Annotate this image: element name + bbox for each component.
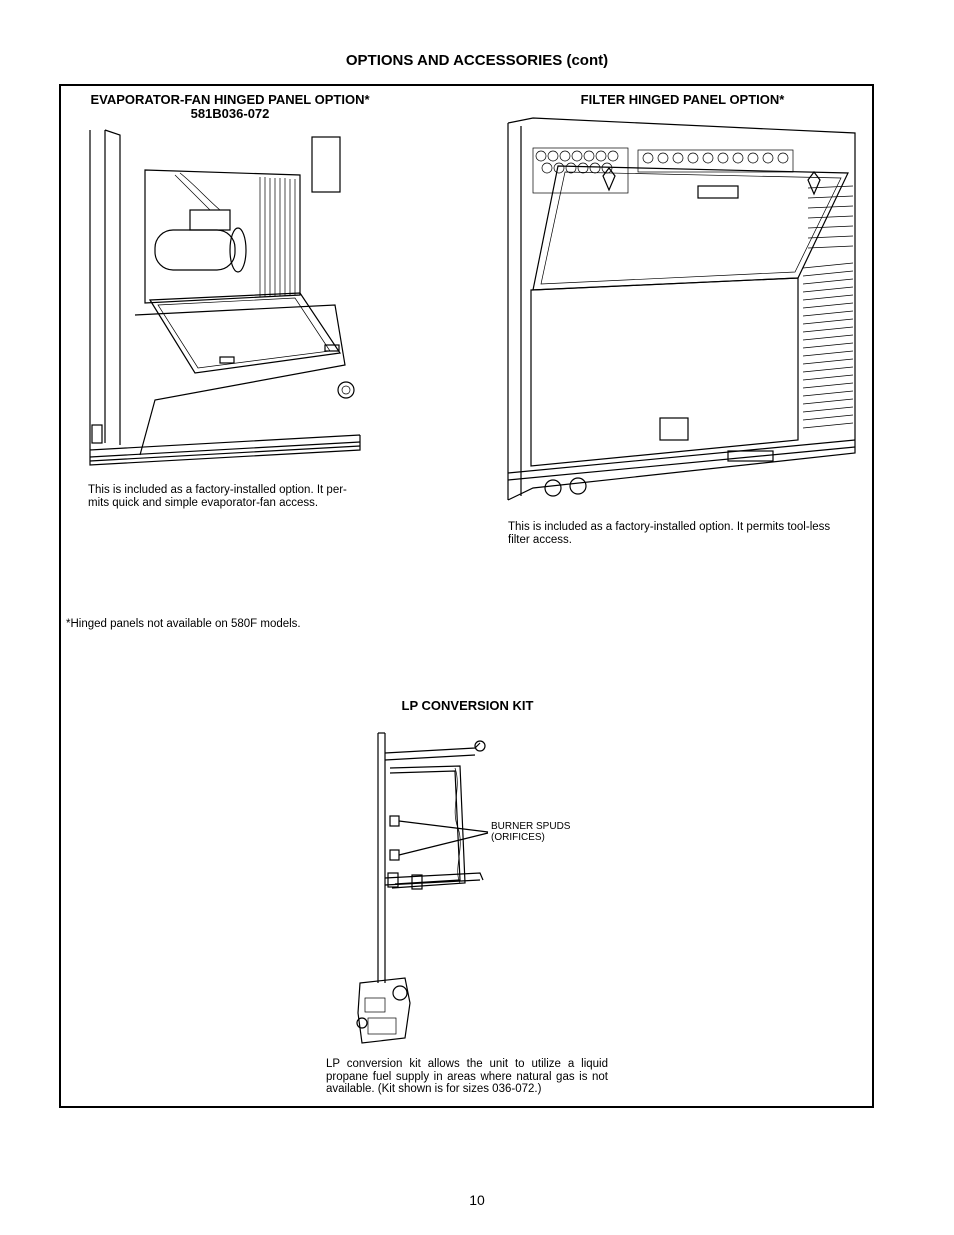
evap-panel-caption-line1: This is included as a factory-installed option. It per- <box>88 484 347 496</box>
filter-panel-caption-line1: This is included as a factory-installed option. It permits tool-less <box>508 521 831 533</box>
hinged-panel-footnote: *Hinged panels not available on 580F models. <box>66 618 301 630</box>
evap-panel-model: 581B036-072 <box>190 106 270 121</box>
orifices-label: (ORIFICES) <box>491 832 545 843</box>
filter-media-pattern <box>536 151 788 173</box>
evap-panel-caption <box>88 484 388 509</box>
evap-panel-title: EVAPORATOR-FAN HINGED PANEL OPTION* <box>90 92 370 107</box>
filter-panel-title: FILTER HINGED PANEL OPTION* <box>580 92 785 107</box>
filter-panel-caption <box>508 521 863 546</box>
evap-panel-heading <box>60 93 400 121</box>
burner-spud-upper <box>390 816 399 826</box>
filter-panel-caption-line2: filter access. <box>508 533 572 546</box>
evap-panel-illustration <box>80 125 380 475</box>
lp-kit-title: LP CONVERSION KIT <box>401 698 534 713</box>
evap-panel-caption-line2: mits quick and simple evaporator-fan access. <box>88 496 319 509</box>
lp-kit-illustration <box>350 728 500 1048</box>
burner-spud-lower <box>390 850 399 860</box>
burner-spuds-callout <box>491 821 611 843</box>
burner-spuds-label: BURNER SPUDS <box>491 821 571 832</box>
filter-panel-illustration <box>503 118 858 508</box>
lp-kit-caption: LP conversion kit allows the unit to utilize a liquid propane fuel supply in areas where natural gas is not available. (Kit shown is for sizes 036-072.) <box>326 1058 608 1095</box>
page-title: OPTIONS AND ACCESSORIES (cont) <box>345 52 609 69</box>
page-number: 10 <box>469 1192 485 1208</box>
